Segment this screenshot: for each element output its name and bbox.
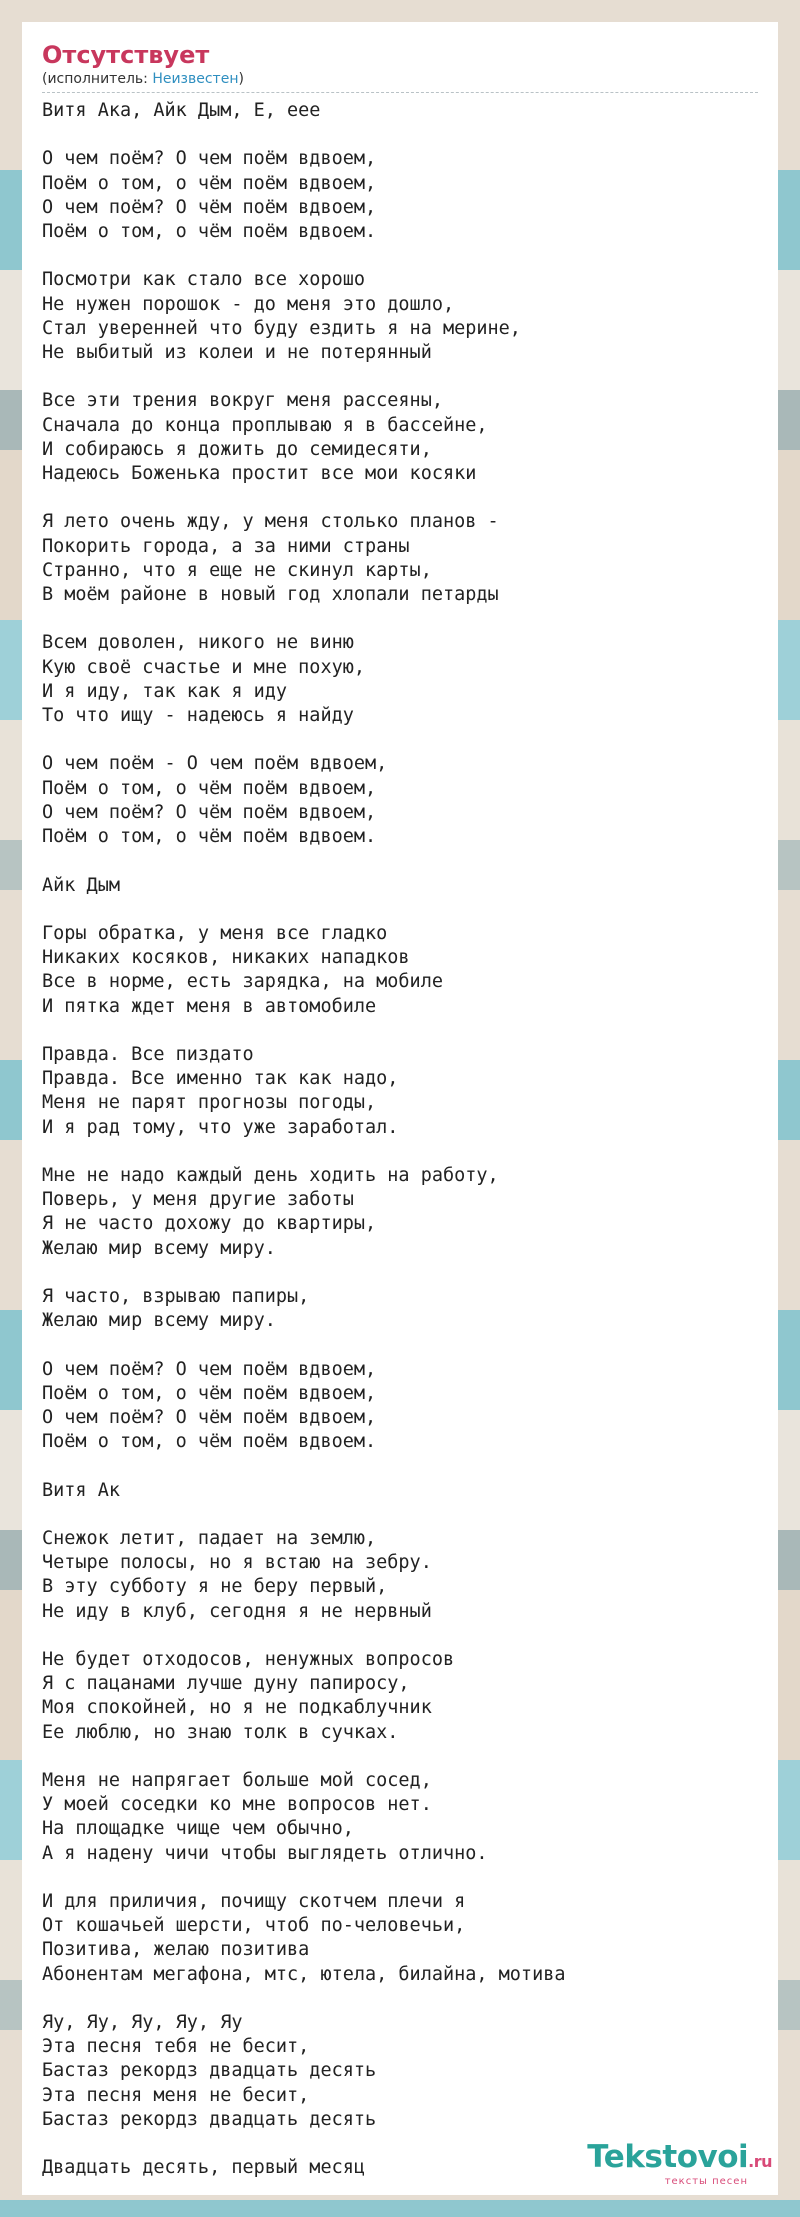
artist-link[interactable]: Неизвестен	[152, 71, 239, 87]
logo-tagline: тексты песен	[664, 2176, 748, 2187]
lyrics-card	[22, 22, 778, 2195]
site-logo[interactable]	[587, 2141, 772, 2187]
artist-line	[42, 70, 758, 88]
logo-wordmark	[587, 2141, 772, 2178]
song-title: Отсутствует	[42, 41, 210, 69]
lyrics-text: Витя Ака, Айк Дым, Е, еее О чем поём? О чем поём вдвоем, Поём о том, о чём поём вдвоем, О чем поём? О чём поём вдвоем, Поём о том, о чём поём вдвоем. Посмотри как стало все хорошо Не нужен порошок - до меня это дошло, Стал уверенней что буду ездить я на мерине, Не выбитый из колеи и не потерянный Все эти трения вокруг меня рассеяны, Сначала до конца проплываю я в бассейне, И собираюсь я дожить до семидесяти, Надеюсь Боженька простит все мои косяки Я лето очень жду, у меня столько планов - Покорить города, а за ними страны Странно, что я еще не скинул карты, В моём районе в новый год хлопали петарды Всем доволен, никого не виню Кую своё счастье и мне похую, И я иду, так как я иду То что ищу - надеюсь я найду О чем поём - О чем поём вдвоем, Поём о том, о чём поём вдвоем, О чем поём? О чём поём вдвоем, Поём о том, о чём поём вдвоем. Айк Дым Горы обратка, у меня все гладко Никаких косяков, никаких нападков Все в норме, есть зарядка, на мобиле И пятка ждет меня в автомобиле Правда. Все пиздато Правда. Все именно так как надо, Меня не парят прогнозы погоды, И я рад тому, что уже заработал. Мне не надо каждый день ходить на работу, Поверь, у меня другие заботы Я не часто дохожу до квартиры, Желаю мир всему миру. Я часто, взрываю папиры, Желаю мир всему миру. О чем поём? О чем поём вдвоем, Поём о том, о чём поём вдвоем, О чем поём? О чём поём вдвоем, Поём о том, о чём поём вдвоем. Витя Ак Снежок летит, падает на землю, Четыре полосы, но я встаю на зебру. В эту субботу я не беру первый, Не иду в клуб, сегодня я не нервный Не будет отходосов, ненужных вопросов Я с пацанами лучше дуну папиросу, Моя спокойней, но я не подкаблучник Ее люблю, но знаю толк в сучках. Меня не напрягает больше мой сосед, У моей соседки ко мне вопросов нет. На площадке чище чем обычно, А я надену чичи чтобы выглядеть отлично. И для приличия, почищу скотчем плечи я От кошачьей шерсти, чтоб по-человечьи, Позитива, желаю позитива Абонентам мегафона, мтс, ютела, билайна, мотива Яу, Яу, Яу, Яу, Яу Эта песня тебя не бесит, Бастаз рекордз двадцать десять Эта песня меня не бесит, Бастаз рекордз двадцать десять Двадцать десять, первый месяц	[42, 100, 566, 2179]
logo-name: Tekstovoi	[587, 2139, 749, 2175]
song-header	[42, 40, 758, 93]
artist-prefix: (исполнитель:	[42, 71, 153, 87]
artist-suffix: )	[238, 71, 244, 87]
logo-tld: .ru	[748, 2152, 772, 2171]
